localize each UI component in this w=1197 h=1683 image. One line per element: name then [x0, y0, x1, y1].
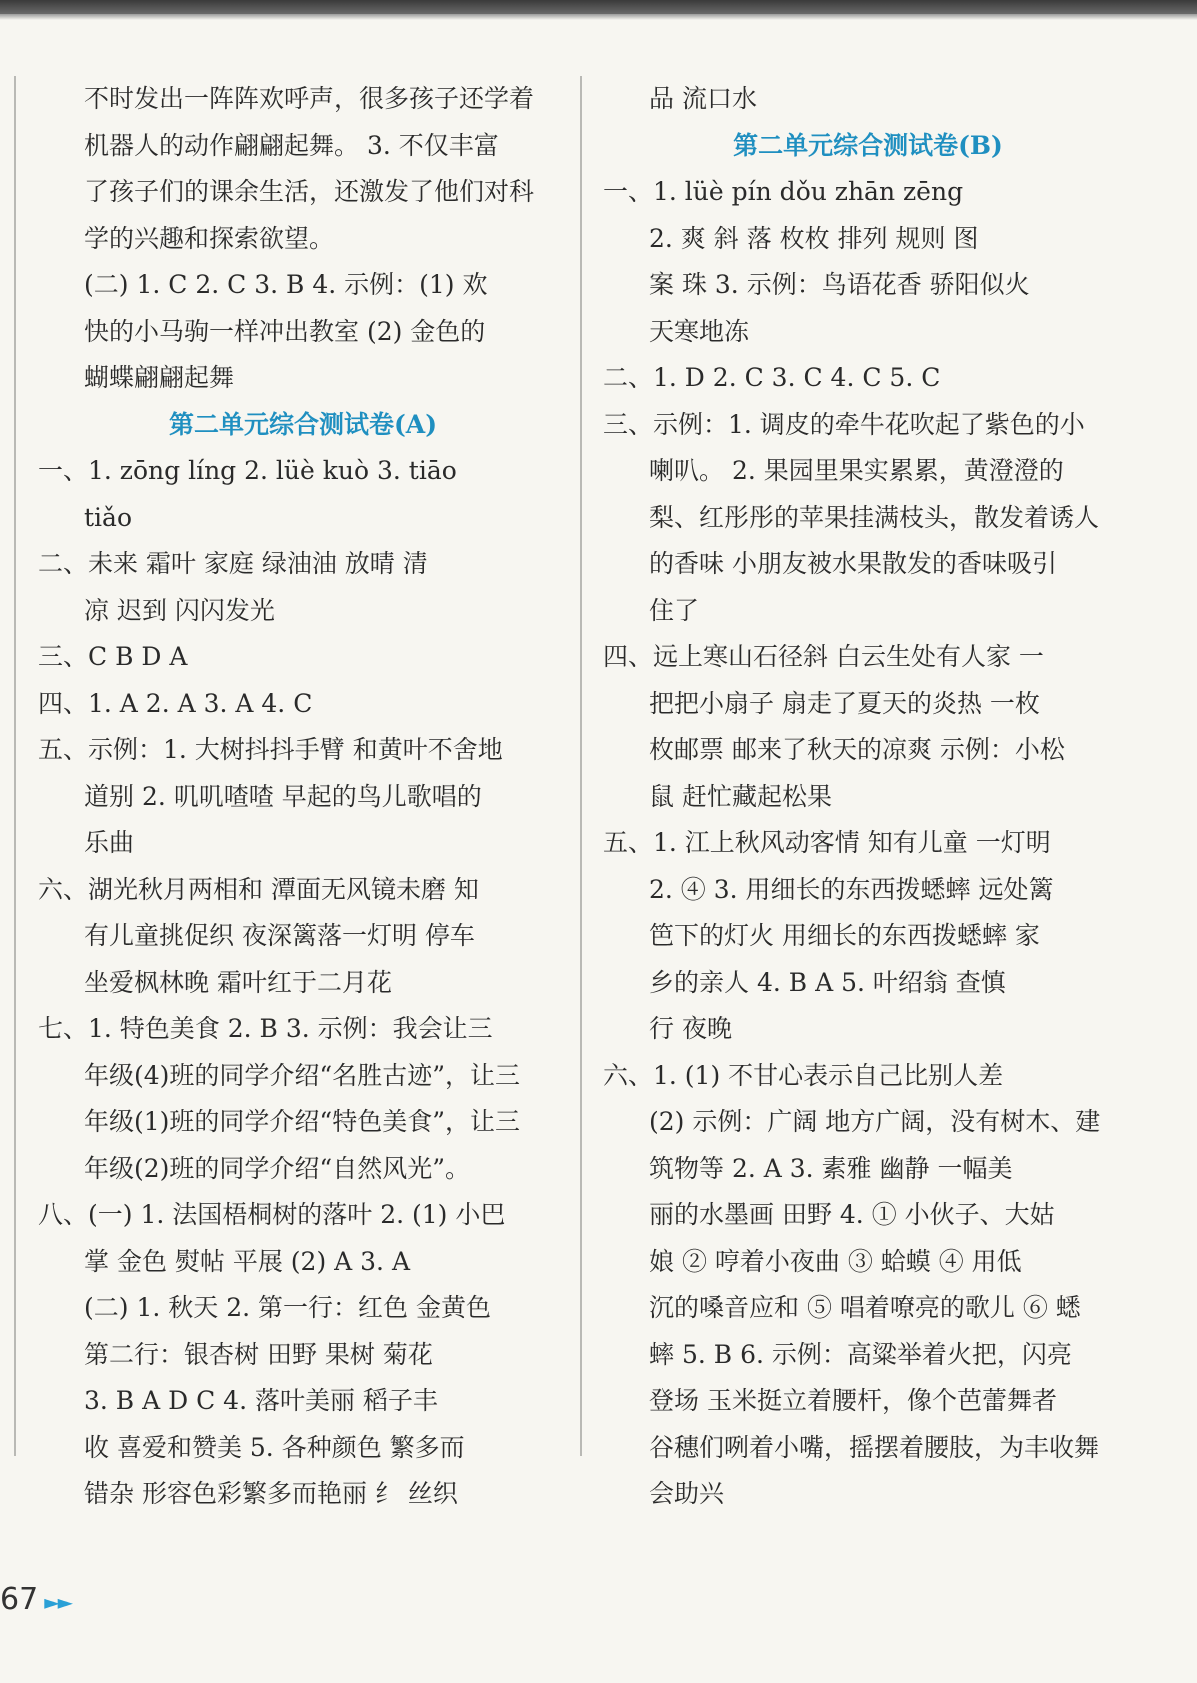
answer-line: 乐曲 — [84, 828, 135, 857]
next-arrows-icon: ►► — [44, 1590, 71, 1614]
answer-line: 枚邮票 邮来了秋天的凉爽 示例：小松 — [649, 735, 1065, 764]
answer-line: 机器人的动作翩翩起舞。 3. 不仅丰富 — [84, 130, 499, 160]
answer-line: 鼠 赶忙藏起松果 — [649, 781, 832, 811]
page-number: 67 — [0, 1582, 39, 1617]
answer-line: 年级(2)班的同学介绍“自然风光”。 — [84, 1153, 470, 1183]
answer-line: (二) 1. C 2. C 3. B 4. 示例：(1) 欢 — [84, 270, 488, 299]
answer-line: 二、未来 霜叶 家庭 绿油油 放晴 清 — [38, 549, 428, 578]
top-edge-bar — [0, 0, 1197, 14]
answer-line: 三、C B D A — [38, 642, 188, 671]
left-column — [38, 76, 568, 1518]
answer-line: 四、远上寒山石径斜 白云生处有人家 一 — [603, 642, 1044, 671]
answer-line: 四、1. A 2. A 3. A 4. C — [38, 688, 313, 718]
answer-line: 喇叭。 2. 果园里果实累累，黄澄澄的 — [649, 456, 1064, 485]
answer-line: 蟀 5. B 6. 示例：高粱举着火把，闪亮 — [649, 1339, 1072, 1369]
answer-line: 凉 迟到 闪闪发光 — [84, 595, 275, 625]
top-edge-shadow — [0, 14, 1197, 20]
answer-line: 筑物等 2. A 3. 素雅 幽静 一幅美 — [649, 1153, 1013, 1183]
answer-line: 乡的亲人 4. B A 5. 叶绍翁 查慎 — [649, 967, 1006, 997]
answer-line: 坐爱枫林晚 霜叶红于二月花 — [84, 967, 392, 997]
answer-line: (二) 1. 秋天 2. 第一行：红色 金黄色 — [84, 1293, 491, 1322]
answer-line: 一、1. zōng líng 2. lüè kuò 3. tiāo — [38, 456, 457, 485]
answer-line: (2) 示例：广阔 地方广阔，没有树木、建 — [649, 1107, 1101, 1136]
answer-line: 梨、红彤彤的苹果挂满枝头，散发着诱人 — [649, 502, 1100, 532]
right-column — [603, 76, 1133, 1518]
answer-line: 年级(1)班的同学介绍“特色美食”，让三 — [84, 1107, 520, 1136]
answer-line: 六、湖光秋月两相和 潭面无风镜未磨 知 — [38, 874, 479, 904]
answer-line: 行 夜晚 — [649, 1014, 732, 1043]
answer-line: 品 流口水 — [649, 84, 757, 113]
answer-line: 二、1. D 2. C 3. C 4. C 5. C — [603, 363, 941, 392]
answer-line: 的香味 小朋友被水果散发的香味吸引 — [649, 549, 1057, 578]
answer-line: 五、示例：1. 大树抖抖手臂 和黄叶不舍地 — [38, 735, 503, 764]
answer-line: 七、1. 特色美食 2. B 3. 示例：我会让三 — [38, 1014, 493, 1043]
answer-line: 六、1. (1) 不甘心表示自己比别人差 — [603, 1060, 1004, 1090]
answer-line: 2. 爽 斜 落 枚枚 排列 规则 图 — [649, 223, 979, 253]
answer-line: 快的小马驹一样冲出教室 (2) 金色的 — [84, 316, 486, 346]
answer-line: 学的兴趣和探索欲望。 — [84, 223, 335, 253]
answer-line: 掌 金色 熨帖 平展 (2) A 3. A — [84, 1246, 411, 1276]
answer-line: 住了 — [649, 595, 700, 625]
answer-line: 第二行：银杏树 田野 果树 菊花 — [84, 1339, 433, 1369]
answer-line: 了孩子们的课余生活，还激发了他们对科 — [84, 177, 535, 206]
answer-line: 娘 ② 哼着小夜曲 ③ 蛤蟆 ④ 用低 — [649, 1246, 1022, 1276]
answer-line: 会助兴 — [649, 1479, 725, 1508]
answer-line: 有儿童挑促织 夜深篱落一灯明 停车 — [84, 921, 475, 950]
answer-line: 案 珠 3. 示例：鸟语花香 骄阳似火 — [649, 270, 1030, 299]
answer-line: 八、(一) 1. 法国梧桐树的落叶 2. (1) 小巴 — [38, 1200, 506, 1229]
answer-line: 把把小扇子 扇走了夏天的炎热 一枚 — [649, 688, 1040, 718]
answer-line: 2. ④ 3. 用细长的东西拨蟋蟀 远处篱 — [649, 874, 1054, 904]
answer-line: 天寒地冻 — [649, 316, 750, 346]
answer-line: 登场 玉米挺立着腰杆，像个芭蕾舞者 — [649, 1386, 1057, 1415]
answer-line: 五、1. 江上秋风动客情 知有儿童 一灯明 — [603, 828, 1051, 857]
answer-line: 笆下的灯火 用细长的东西拨蟋蟀 家 — [649, 921, 1040, 950]
answer-line: 三、示例：1. 调皮的牵牛花吹起了紫色的小 — [603, 409, 1085, 439]
answer-line: 一、1. lüè pín dǒu zhān zēng — [603, 177, 964, 206]
answer-line: tiǎo — [84, 502, 132, 532]
answer-line: 蝴蝶翩翩起舞 — [84, 363, 235, 392]
answer-line: 3. B A D C 4. 落叶美丽 稻子丰 — [84, 1386, 438, 1415]
left-margin-rule — [14, 76, 16, 1456]
answer-line: 年级(4)班的同学介绍“名胜古迹”，让三 — [84, 1060, 520, 1090]
answer-line: 丽的水墨画 田野 4. ① 小伙子、大姑 — [649, 1200, 1055, 1229]
answer-line: 错杂 形容色彩繁多而艳丽 纟 丝织 — [84, 1479, 458, 1508]
answer-line: 不时发出一阵阵欢呼声，很多孩子还学着 — [84, 84, 535, 113]
section-heading: 第二单元综合测试卷(A) — [168, 409, 438, 439]
answer-line: 沉的嗓音应和 ⑤ 唱着嘹亮的歌儿 ⑥ 蟋 — [649, 1293, 1081, 1322]
page-footer — [0, 1582, 71, 1617]
answer-line: 收 喜爱和赞美 5. 各种颜色 繁多而 — [84, 1432, 465, 1462]
answer-line: 道别 2. 叽叽喳喳 早起的鸟儿歌唱的 — [84, 781, 482, 811]
column-divider-rule — [580, 76, 582, 1456]
answer-line: 谷穗们咧着小嘴，摇摆着腰肢，为丰收舞 — [649, 1432, 1100, 1462]
section-heading: 第二单元综合测试卷(B) — [733, 130, 1003, 160]
